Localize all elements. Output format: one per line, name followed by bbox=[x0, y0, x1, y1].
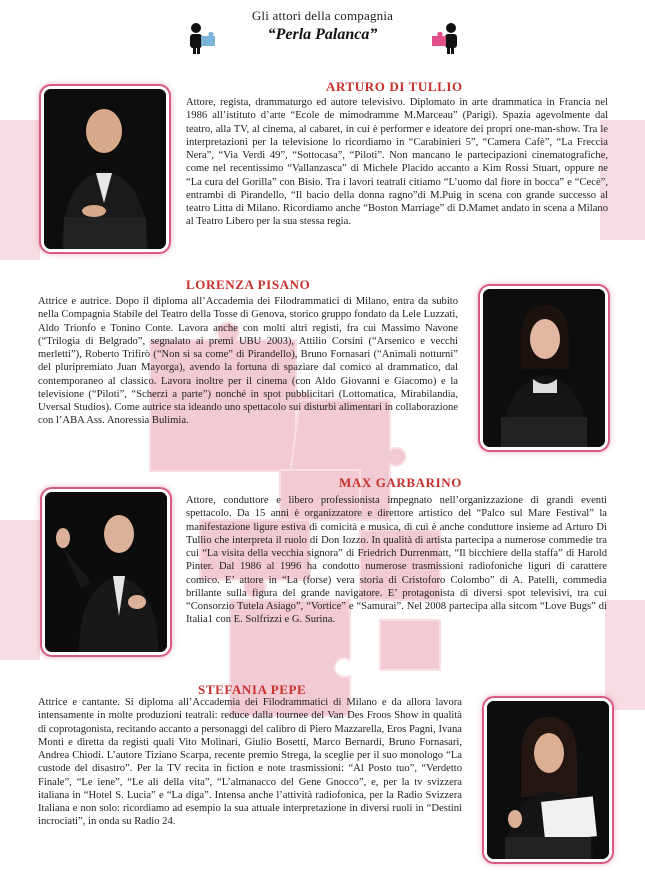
puzzle-person-logo-icon bbox=[185, 22, 215, 54]
actor-portrait-man-gesturing-icon bbox=[45, 492, 167, 652]
actor-bio: Attrice e cantante. Si diploma all’Accademia dei Filodrammatici di Milano e da allora lavora intensamente in molte produzioni teatrali: reduce dalla tournee del Van Des Froos Show in qualità di coprotagonista, recitando accanto a personaggi del calibro di Piero Mazzarella, Eros Pagni, Ivana Monti e diretta da registi quali Vito Molinari, Giulio Bosetti, Marco Bernardi, Bruno Fornasari, Andrea Chiodi. L’autore Tiziano Scarpa, recente premio Strega, la sceglie per il suo monologo “La custode del disastro”. Per la TV recita in fiction e note trasmissioni: “Al Posto tuo”, “Verdetto Finale”, “Le iene”, “Le ali della vita”, “L’almanacco del Gene Gnocco”, e, per la tv svizzera italiana in “Hotel S. Lucia” e “La diga”. Intensa anche l’attività radiofonica, per la Radio Svizzera Italiana e non solo: ricordiamo ad esempio la sua attuale interpretazione in diversi ruoli in “Destini incrociati”, in onda su Radio 24. bbox=[38, 697, 462, 828]
company-name: “Perla Palanca” bbox=[267, 26, 378, 43]
actor-name: LORENZA PISANO bbox=[186, 277, 311, 292]
actor-portrait-man-bald-icon bbox=[44, 89, 166, 249]
actor-portrait-woman-dark-hair-icon bbox=[483, 289, 605, 447]
actor-photo bbox=[41, 86, 169, 252]
actor-bio: Attore, conduttore e libero professionista impegnato nell’organizzazione di grandi eventi spettacolo. Da 15 anni è organizzatore e direttore artistico del “Palco sul Mare Festival” la manifestazione ligure estiva di comicità e musica, di cui è anche conduttore insieme ad Arturo Di Tullio che interpreta il ruolo di Don Iozzo. In qualità di artista partecipa a numerose commedie tra cui “La visita della vecchia signora” di Friedrich Durrenmatt, “Il bicchiere della staffa” di Harold Pinter. Dal 1986 al 1996 ha condotto numerose trasmissioni radiofoniche liguri di carattere comico. E’ attore in “La (forse) vera storia di Cristoforo Colombo” di A. Patelli, commedia brillante sulla figura del grande navigatore. E’ protagonista di diversi spot televisivi, tra cui “Consorzio Tutela Asiago”, “Vortice” e “Samurai”. Nel 2008 partecipa alla sitcom “Love Bugs” di Italia1 con E. Solfrizzi e G. Surina. bbox=[186, 495, 607, 626]
actor-name: STEFANIA PEPE bbox=[198, 682, 307, 697]
actor-photo bbox=[480, 286, 608, 450]
actor-photo bbox=[42, 489, 170, 655]
actor-bio: Attrice e autrice. Dopo il diploma all’Accademia dei Filodrammatici di Milano, entra da subito nella Compagnia Stabile del Teatro della Tosse di Genova, storico gruppo fondato da Lele Luzzati, Aldo Trionfo e Tonino Conte. Lavora anche con molti altri registi, fra cui Massimo Navone (“Trilogia di Belgrado”, segnalato ai premi UBU 2003), Attilio Corsini (“Arsenico e vecchi merletti”), Roberto Trifirò (“Non si sa come” di Pirandello), Bruno Fornasari (“Animali notturni” del pluripremiato Juan Mayorga), avendo la fortuna di spaziare dal comico al drammatico, dal contemporaneo al classico. Lavora inoltre per il cinema (con Aldo Giovanni e Giacomo) e la televisione (“Piloti”, “Scherzi a parte”) nonché in spot pubblicitari (Lottomatica, Mirabilandia, Uversal Studios). Come autrice sta ideando uno spettacolo sui disturbi alimentari in collaborazione con l’ABA Ass. Anoressia Bulimia. bbox=[38, 296, 458, 427]
header-subtitle: Gli attori della compagnia bbox=[251, 8, 394, 23]
page-header bbox=[0, 8, 645, 44]
actor-name: MAX GARBARINO bbox=[339, 475, 462, 490]
actor-photo bbox=[484, 698, 612, 862]
actor-bio: Attore, regista, drammaturgo ed autore televisivo. Diplomato in arte drammatica in Francia nel 1986 all’istituto d’arte “Ecole de mimodramme M.Marceau” (Parigi). Spazia agevolmente dal teatro, alla TV, al cinema, al cabaret, in cui è performer e ideatore dei propri one-man-show. Tra le interpretazioni per la televisione lo ricordiamo in “Carabinieri 5”, “Camera Cafè”, “La Freccia Nera”, “Via Verdi 49”, “Sottocasa”, “Piloti”. Non mancano le partecipazioni cinematografiche, come nel recentissimo “Vallanzasca” di Michele Placido accanto a Kim Rossi Stuart, oppure ne “La cura del Gorilla” con Bisio. Tra i lavori teatrali citiamo “L’uomo dal fiore in bocca” e “Cecè”, entrambi di Pirandello, “Il bacio della donna ragno”di M.Puig in scena con grande successo al teatro Litta di Milano. Ricordiamo anche “Boston Marriage” di D.Mamet andato in scena a Milano al Teatro Libero per la sua stessa regia. bbox=[186, 97, 608, 228]
actor-name: ARTURO DI TULLIO bbox=[326, 79, 463, 94]
actor-portrait-woman-reading-icon bbox=[487, 701, 609, 859]
puzzle-person-logo-icon bbox=[432, 22, 462, 54]
